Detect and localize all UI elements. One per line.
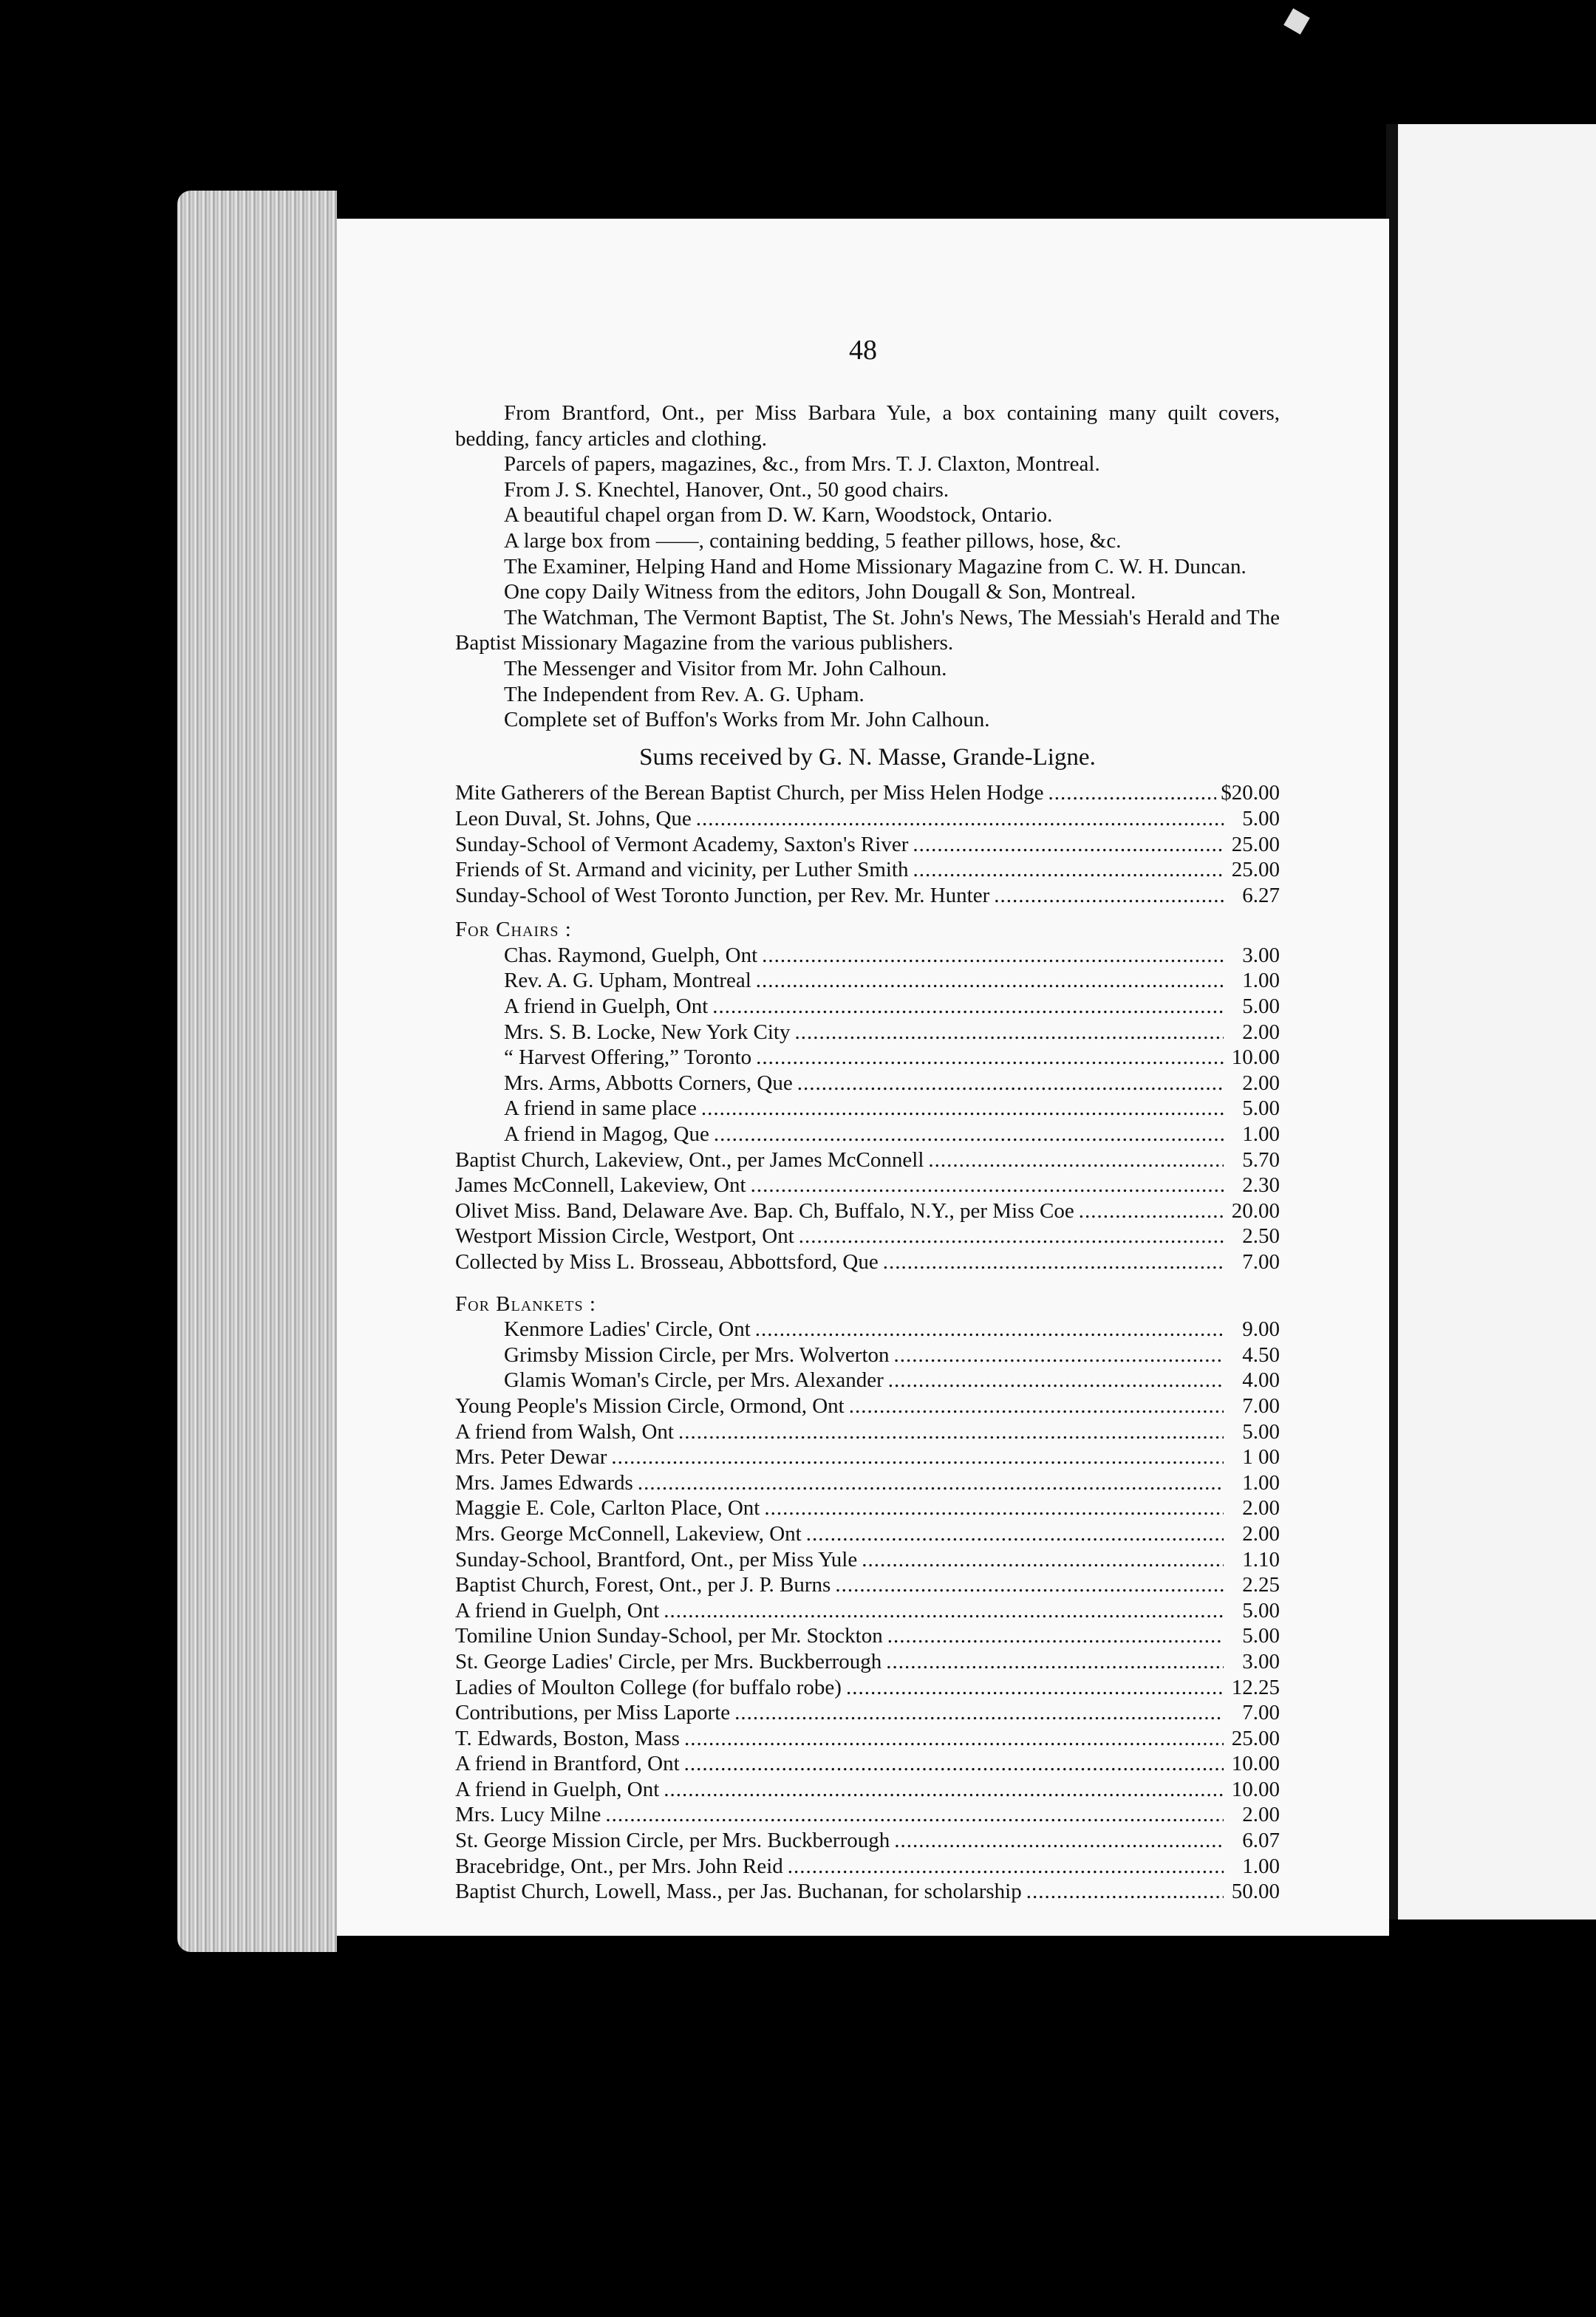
paragraph: One copy Daily Witness from the editors, John Dougall & Son, Montreal. — [504, 580, 1136, 604]
donor-name: Bracebridge, Ont., per Mrs. John Reid — [455, 1854, 783, 1878]
donor-name: “ Harvest Offering,” Toronto — [504, 1045, 752, 1070]
paragraph: From Brantford, Ont., per Miss Barbara Yule, a box containing many quilt covers, bedding, fancy articles and clothing. — [455, 401, 1280, 451]
amount: 1.00 — [1242, 1122, 1280, 1147]
donor-name: Mrs. George McConnell, Lakeview, Ont — [455, 1521, 802, 1546]
ledger-row — [455, 1342, 1280, 1368]
leader-dots — [894, 1342, 1224, 1368]
leader-dots — [887, 1623, 1224, 1649]
donor-name: Grimsby Mission Circle, per Mrs. Wolverton — [504, 1342, 890, 1367]
ledger-row — [455, 1547, 1280, 1573]
amount: 2.50 — [1242, 1224, 1280, 1249]
amount: 12.25 — [1231, 1675, 1280, 1699]
ledger-row — [455, 1598, 1280, 1624]
amount: 6.27 — [1242, 883, 1280, 907]
amount: 6.07 — [1242, 1829, 1280, 1853]
donor-name: Baptist Church, Forest, Ont., per J. P. Burns — [455, 1573, 831, 1597]
leader-dots — [664, 1598, 1224, 1624]
leader-dots — [849, 1393, 1224, 1419]
donor-name: Collected by Miss L. Brosseau, Abbottsford, Que — [455, 1250, 879, 1274]
ledger-row — [455, 968, 1280, 994]
amount: 3.00 — [1242, 943, 1280, 967]
donor-name: A friend in Brantford, Ont — [455, 1752, 680, 1776]
paragraph: The Watchman, The Vermont Baptist, The St. John's News, The Messiah's Herald and The Baptist Missionary Magazine from the various publishers. — [455, 605, 1280, 655]
ledger-row — [455, 1802, 1280, 1828]
amount: 9.00 — [1242, 1317, 1280, 1342]
ledger-row — [455, 1198, 1280, 1224]
paragraph: The Examiner, Helping Hand and Home Missionary Magazine from C. W. H. Duncan. — [504, 554, 1247, 579]
ledger-row — [455, 780, 1280, 806]
ledger-row — [455, 1623, 1280, 1649]
ledger-row — [455, 1147, 1280, 1173]
ledger-row — [455, 1879, 1280, 1905]
leader-dots — [1079, 1198, 1224, 1224]
donor-name: A friend from Walsh, Ont — [455, 1419, 674, 1444]
ledger-row — [455, 883, 1280, 909]
ledger-row — [455, 1224, 1280, 1249]
donor-name: James McConnell, Lakeview, Ont — [455, 1173, 746, 1198]
donor-name: Chas. Raymond, Guelph, Ont — [504, 943, 758, 967]
ledger-row — [455, 1249, 1280, 1275]
donor-name: Mrs. Arms, Abbotts Corners, Que — [504, 1071, 793, 1095]
donor-name: A friend in same place — [504, 1096, 697, 1121]
donor-name: Olivet Miss. Band, Delaware Ave. Bap. Ch, Buffalo, N.Y., per Miss Coe — [455, 1198, 1074, 1223]
leader-dots — [762, 943, 1224, 969]
leader-dots — [862, 1547, 1224, 1573]
ledger-row — [455, 943, 1280, 969]
amount: 1.00 — [1242, 1854, 1280, 1878]
leader-dots — [835, 1572, 1224, 1598]
donor-name: Rev. A. G. Upham, Montreal — [504, 969, 751, 993]
amount: 5.00 — [1242, 1419, 1280, 1444]
amount: 25.00 — [1231, 1726, 1280, 1750]
ledger-row — [455, 1828, 1280, 1854]
leader-dots — [664, 1777, 1224, 1803]
donor-name: Westport Mission Circle, Westport, Ont — [455, 1224, 794, 1249]
ledger-row — [455, 1020, 1280, 1045]
ledger-row — [455, 1777, 1280, 1803]
donor-name: Contributions, per Miss Laporte — [455, 1701, 731, 1725]
donor-name: Maggie E. Cole, Carlton Place, Ont — [455, 1496, 760, 1521]
ledger-row — [455, 857, 1280, 883]
leader-dots — [846, 1675, 1224, 1701]
amount: 7.00 — [1242, 1701, 1280, 1725]
paragraph: A beautiful chapel organ from D. W. Karn, Woodstock, Ontario. — [504, 503, 1053, 528]
ledger-row — [455, 1675, 1280, 1701]
leader-dots — [756, 1045, 1224, 1071]
amount: 2.30 — [1242, 1173, 1280, 1198]
donor-name: Young People's Mission Circle, Ormond, Ont — [455, 1393, 845, 1418]
leader-dots — [696, 806, 1224, 832]
ledger-row — [455, 1854, 1280, 1880]
amount: 2.00 — [1242, 1521, 1280, 1546]
donor-name: Tomiline Union Sunday-School, per Mr. Stockton — [455, 1624, 883, 1648]
leader-dots — [797, 1071, 1224, 1096]
paragraph: Parcels of papers, magazines, &c., from Mrs. T. J. Claxton, Montreal. — [504, 452, 1100, 477]
donor-name: T. Edwards, Boston, Mass — [455, 1726, 680, 1750]
leader-dots — [714, 1122, 1224, 1147]
donor-name: Leon Duval, St. Johns, Que — [455, 806, 692, 830]
amount: 5.00 — [1242, 1624, 1280, 1648]
leader-dots — [684, 1751, 1224, 1777]
leader-dots — [795, 1020, 1224, 1045]
for-blankets-heading: For Blankets : — [455, 1291, 596, 1316]
amount: 4.50 — [1242, 1342, 1280, 1367]
leader-dots — [888, 1368, 1224, 1393]
leader-dots — [894, 1828, 1224, 1854]
amount: 4.00 — [1242, 1368, 1280, 1393]
amount: 10.00 — [1231, 1777, 1280, 1801]
page-number: 48 — [849, 335, 877, 366]
amount: 7.00 — [1242, 1250, 1280, 1274]
leader-dots — [756, 968, 1224, 994]
ledger-row — [455, 1521, 1280, 1547]
donor-name: Ladies of Moulton College (for buffalo robe) — [455, 1675, 842, 1699]
donations-in-kind — [455, 400, 1280, 733]
ledger-row — [455, 1751, 1280, 1777]
paragraph: Complete set of Buffon's Works from Mr. John Calhoun. — [504, 708, 990, 732]
leader-dots — [638, 1470, 1224, 1496]
ledger-row — [455, 1096, 1280, 1122]
ledger-row — [455, 1444, 1280, 1470]
leader-dots — [764, 1495, 1224, 1521]
paragraph: A large box from ——, containing bedding, 5 feather pillows, hose, &c. — [504, 528, 1122, 553]
leader-dots — [678, 1419, 1224, 1445]
sums-ledger — [455, 780, 1280, 1905]
leader-dots — [611, 1444, 1224, 1470]
donor-name: Glamis Woman's Circle, per Mrs. Alexander — [504, 1368, 884, 1393]
leader-dots — [1048, 780, 1216, 806]
leader-dots — [755, 1317, 1224, 1342]
amount: 20.00 — [1231, 1198, 1280, 1223]
amount: 5.00 — [1242, 994, 1280, 1019]
ledger-row — [455, 1495, 1280, 1521]
donor-name: St. George Ladies' Circle, per Mrs. Buckberrough — [455, 1649, 882, 1673]
amount: 10.00 — [1231, 1045, 1280, 1070]
amount: 5.70 — [1242, 1147, 1280, 1172]
page-body — [455, 400, 1280, 1905]
amount: 10.00 — [1231, 1752, 1280, 1776]
amount: 2.00 — [1242, 1803, 1280, 1827]
ledger-row — [455, 1649, 1280, 1675]
donor-name: A friend in Guelph, Ont — [504, 994, 709, 1019]
donor-name: Baptist Church, Lowell, Mass., per Jas. Buchanan, for scholarship — [455, 1880, 1022, 1904]
donor-name: St. George Mission Circle, per Mrs. Buckberrough — [455, 1829, 890, 1853]
paragraph: From J. S. Knechtel, Hanover, Ont., 50 good chairs. — [504, 477, 949, 502]
amount: 1.00 — [1242, 1470, 1280, 1495]
amount: 7.00 — [1242, 1393, 1280, 1418]
leader-dots — [788, 1854, 1224, 1880]
amount: 5.00 — [1242, 1598, 1280, 1622]
donor-name: A friend in Guelph, Ont — [455, 1598, 660, 1622]
amount: 1.10 — [1242, 1547, 1280, 1572]
leader-dots — [913, 832, 1224, 858]
amount: 50.00 — [1231, 1880, 1280, 1904]
donor-name: A friend in Magog, Que — [504, 1122, 709, 1147]
amount: 5.00 — [1242, 1096, 1280, 1121]
donor-name: Sunday-School of Vermont Academy, Saxton's River — [455, 832, 909, 856]
ledger-row — [455, 832, 1280, 858]
leader-dots — [712, 994, 1224, 1020]
amount: 2.25 — [1242, 1573, 1280, 1597]
donor-name: Sunday-School of West Toronto Junction, per Rev. Mr. Hunter — [455, 883, 990, 907]
donor-name: Mrs. S. B. Locke, New York City — [504, 1020, 791, 1044]
paragraph: The Independent from Rev. A. G. Upham. — [504, 682, 864, 706]
donor-name: Friends of St. Armand and vicinity, per Luther Smith — [455, 858, 909, 882]
donor-name: Kenmore Ladies' Circle, Ont — [504, 1317, 751, 1342]
leader-dots — [883, 1249, 1224, 1275]
facing-page-edge — [1386, 124, 1596, 1920]
ledger-row — [455, 1393, 1280, 1419]
amount: 2.00 — [1242, 1020, 1280, 1044]
amount: 5.00 — [1242, 806, 1280, 830]
amount: 1.00 — [1242, 969, 1280, 993]
section-heading: Sums received by G. N. Masse, Grande-Ligne. — [639, 743, 1096, 771]
amount: 2.00 — [1242, 1071, 1280, 1095]
ledger-row — [455, 806, 1280, 832]
amount: 25.00 — [1231, 832, 1280, 856]
ledger-row — [455, 1122, 1280, 1147]
leader-dots — [806, 1521, 1224, 1547]
ledger-row — [455, 1726, 1280, 1752]
ledger-row — [455, 1419, 1280, 1445]
paragraph: The Messenger and Visitor from Mr. John Calhoun. — [504, 656, 947, 680]
donor-name: Sunday-School, Brantford, Ont., per Miss Yule — [455, 1547, 858, 1572]
leader-dots — [734, 1700, 1224, 1726]
leader-dots — [913, 857, 1224, 883]
amount: $20.00 — [1221, 781, 1280, 805]
amount: 25.00 — [1231, 858, 1280, 882]
amount: 3.00 — [1242, 1649, 1280, 1673]
leader-dots — [751, 1173, 1224, 1198]
ledger-row — [455, 1470, 1280, 1496]
amount: 2.00 — [1242, 1496, 1280, 1521]
ledger-row — [455, 1045, 1280, 1071]
leader-dots — [928, 1147, 1224, 1173]
amount: 1 00 — [1242, 1445, 1280, 1470]
book-page — [337, 219, 1389, 1936]
ledger-row — [455, 1317, 1280, 1342]
leader-dots — [1026, 1879, 1224, 1905]
leader-dots — [605, 1802, 1224, 1828]
leader-dots — [886, 1649, 1224, 1675]
ledger-row — [455, 1572, 1280, 1598]
leader-dots — [701, 1096, 1224, 1122]
ledger-row — [455, 1071, 1280, 1096]
donor-name: Mrs. Lucy Milne — [455, 1803, 601, 1827]
leader-dots — [684, 1726, 1224, 1752]
ledger-row — [455, 1173, 1280, 1198]
ledger-row — [455, 994, 1280, 1020]
book-page-edges — [177, 191, 337, 1952]
donor-name: Mrs. Peter Dewar — [455, 1445, 607, 1470]
ledger-row — [455, 1368, 1280, 1393]
donor-name: Mrs. James Edwards — [455, 1470, 633, 1495]
film-speck — [1283, 8, 1310, 35]
donor-name: Mite Gatherers of the Berean Baptist Church, per Miss Helen Hodge — [455, 781, 1044, 805]
donor-name: A friend in Guelph, Ont — [455, 1777, 660, 1801]
leader-dots — [799, 1224, 1224, 1249]
for-chairs-heading: For Chairs : — [455, 918, 572, 942]
spacer — [455, 1275, 1280, 1283]
donor-name: Baptist Church, Lakeview, Ont., per James McConnell — [455, 1147, 924, 1172]
leader-dots — [994, 883, 1224, 909]
ledger-row — [455, 1700, 1280, 1726]
